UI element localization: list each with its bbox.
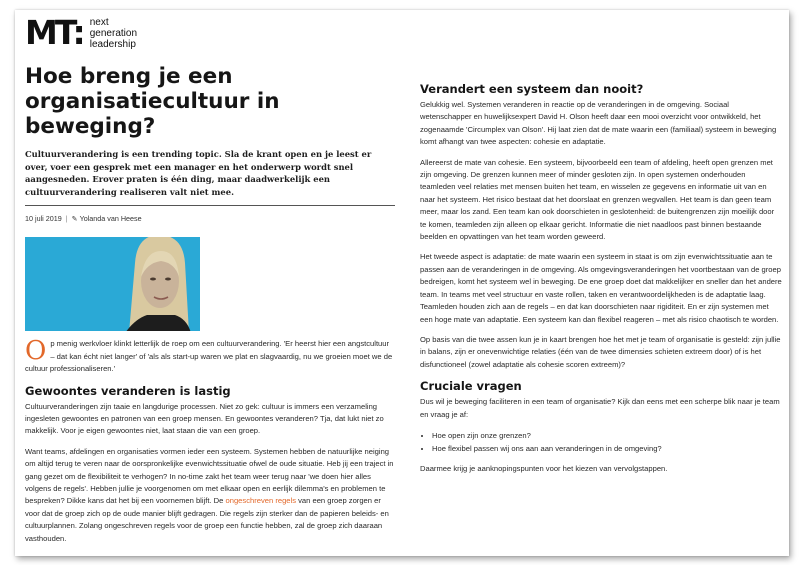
section-heading-systeem: Verandert een systeem dan nooit? xyxy=(420,82,644,96)
section1-p2-start: Want teams, afdelingen en organisaties vormen ieder een systeem. Systemen hebben de natuurlijke neiging om altijd terug te veren naar de oorspronkelijke evenwichtssituatie ofwel de oude situatie. Heb jij een traject in gang gezet om de flexibiliteit te verhogen? In no-time zakt het team weer terug naar 'we doen hier alles volgens de regels'. Hebben jullie je voorgenomen om met elkaar open en eerlijk dilemma's en problemen te bespreken? Dikke kans dat het bij een voornemen blijft. De xyxy=(25,446,394,506)
section2-paragraph-4: Op basis van die twee assen kun je in kaart brengen hoe het met je team of organisatie is gesteld: zijn jullie in balans, zijn er onevenwichtige relaties (één van de twee dimensies schieten extreem door) of is het disfunctioneel (zowel adaptatie als cohesie scoren extreem)? xyxy=(420,334,781,369)
list-item: • Hoe flexibel passen wij ons aan aan veranderingen in de omgeving? xyxy=(432,442,782,455)
section2-paragraph-2: Allereerst de mate van cohesie. Een systeem, bijvoorbeeld een team of afdeling, heeft open grenzen met zijn omgeving. De grenzen kunnen meer of minder gesloten zijn. In open systemen onderhouden teamleden veel relaties met mensen buiten het team, en wisselen ze gegevens en informatie uit van en naar het systeem. Het risico bestaat dat het doorslaat en grenzen wegvallen. Het team is dan geen team meer, maar los zand. Een team kan ook doorschieten in geslotenheid: de buitengrenzen zijn moeilijk door te komen, teamleden zijn alleen op elkaar gericht. Informatie die niet naadloos past binnen bestaande beelden en opvattingen van het team worden geweerd. xyxy=(420,157,775,242)
section3-paragraph-2: Daarmee krijg je aanknopingspunten voor het kiezen van vervolgstappen. xyxy=(420,463,668,473)
section1-paragraph-2 xyxy=(25,446,395,545)
author-photo xyxy=(25,237,200,331)
section1-paragraph-1: Cultuurveranderingen zijn taaie en langdurige processen. Niet zo gek: cultuur is immers een verzameling ingesleten gewoontes en patronen van een groep mensen. En gewoontes veranderen? Tja, dat lukt niet zo makkelijk. Voor je eigen gewoontes niet, laat staan die van een groep. xyxy=(25,401,384,436)
intro-text: p menig werkvloer klinkt letterlijk de roep om een cultuurverandering. 'Er heerst hier een angstcultuur – dat kan écht niet langer' of 'als als start-up waren we plat en slagvaardig, nu we groeien moet we de cultuur professionaliseren.' xyxy=(25,339,393,374)
site-logo[interactable] xyxy=(25,13,395,56)
article-author[interactable]: Yolanda van Heese xyxy=(79,214,142,224)
right-column xyxy=(420,78,782,483)
left-body xyxy=(25,338,395,545)
logo-line-3: leadership xyxy=(89,39,136,50)
logo-line-1: next xyxy=(89,17,109,28)
logo-text xyxy=(90,18,137,51)
list-item: • Hoe open zijn onze grenzen? xyxy=(432,429,782,442)
article-lead: Cultuurverandering is een trending topic. Sla de krant open en je leest er over, voer een gesprek met een manager en het onderwerp wordt snel aangesneden. Erover praten is één ding, maar daadwerkelijk een cultuurverandering realiseren valt niet mee. xyxy=(25,149,372,197)
left-column xyxy=(25,13,395,553)
intro-paragraph xyxy=(25,338,395,375)
meta-separator: | xyxy=(65,214,68,224)
logo-mark: MT: xyxy=(25,13,83,52)
section-heading-cruciale-vragen: Cruciale vragen xyxy=(420,379,522,394)
question-list xyxy=(420,429,782,455)
portrait-image xyxy=(125,237,191,331)
section3-paragraph-1: Dus wil je beweging faciliteren in een team of organisatie? Kijk dan eens met een scherpe blik naar je team en vraag je af: xyxy=(420,397,780,419)
ongeschreven-regels-link[interactable]: ongeschreven regels xyxy=(225,496,297,506)
section1-p2-end: van een groep zorgen er voor dat de groep zich op de oude manier blijft gedragen. Die regels zijn sterker dan de papieren beleids- en cultuurplannen. Zolang ongeschreven regels voor de groep een functie hebben, zal de groep zich daaraan vasthouden. xyxy=(25,496,389,543)
section2-paragraph-3: Het tweede aspect is adaptatie: de mate waarin een systeem in staat is om zijn evenwichtssituatie aan te passen aan de veranderingen in de omgeving. Als omgevingsveranderingen het voortbestaan van de groep bedreigen, komt het systeem wel in beweging. De ene groep doet dat makkelijker en sneller dan het andere team. In teams met veel structuur en vaste rollen, taken en verantwoordelijkheden is de adaptatie laag. Teamleden houden zich aan de regels – en dat kan doorschieten naar rigiditeit. En er zijn systemen met een hoge mate van adaptatie. Een systeem kan dan flexibel reageren – met als risico chaotisch te worden. xyxy=(420,252,782,324)
article-title: Hoe breng je een organisatiecultuur in beweging? xyxy=(25,64,280,139)
article-page xyxy=(15,10,789,556)
section2-paragraph-1: Gelukkig wel. Systemen veranderen in reactie op de veranderingen in de omgeving. Sociaal wetenschapper en huwelijksexpert David H. Olson heeft daar een mooi overzicht voor ontwikkeld, het zogenaamde 'Circumplex van Olson'. Hij laat zien dat de mate waarin een (familiaal) systeem in beweging komt afhangt van twee aspecten: cohesie en adaptatie. xyxy=(420,100,777,147)
section-heading-gewoontes: Gewoontes veranderen is lastig xyxy=(25,383,231,398)
pencil-icon: ✎ xyxy=(71,214,78,224)
drop-cap: O xyxy=(25,336,47,367)
logo-line-2: generation xyxy=(89,28,138,39)
article-meta xyxy=(25,205,395,223)
article-date: 10 juli 2019 xyxy=(25,214,62,224)
